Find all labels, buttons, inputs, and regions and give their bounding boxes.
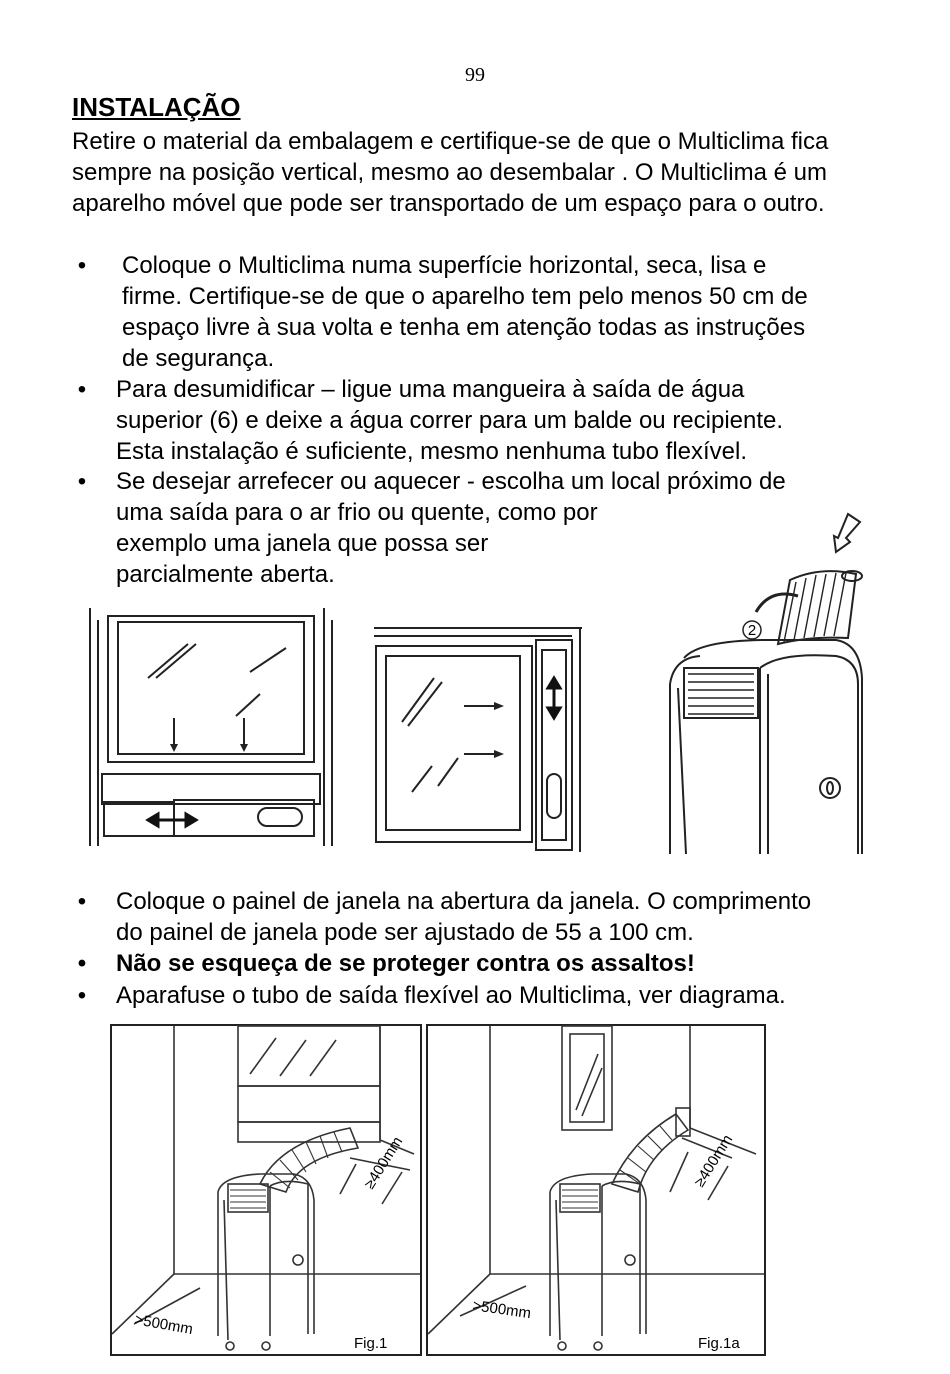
bullet-line: firme. Certifique-se de que o aparelho tem pelo menos 50 cm de	[122, 283, 808, 310]
unit-hose-attach-illustration	[660, 508, 868, 854]
bullet-line: Para desumidificar – ligue uma mangueira à saída de água	[116, 376, 745, 403]
figure-1a-illustration	[426, 1024, 766, 1356]
intro-text: Retire o material da embalagem e certifique-se de que o Multiclima fica sempre na posição vertical, mesmo ao desembalar . O Multiclima é um aparelho móvel que pode ser transportado de um espaço para o outro.	[72, 128, 829, 217]
bullet-line: uma saída para o ar frio ou quente, como por	[116, 499, 598, 526]
bullet-line: espaço livre à sua volta e tenha em atenção todas as instruções	[122, 314, 806, 341]
bullet-line: Esta instalação é suficiente, mesmo nenhuma tubo flexível.	[116, 438, 748, 465]
bullet-line: Coloque o painel de janela na abertura da janela. O comprimento	[116, 888, 812, 915]
dimension-400-label: ≥400mm	[360, 1133, 407, 1193]
bullet-line: exemplo uma janela que possa ser	[116, 530, 489, 557]
bullet-icon: •	[77, 468, 87, 495]
section-title: INSTALAÇÃO	[72, 92, 241, 122]
bullet-icon: •	[77, 950, 87, 977]
dimension-400-label: ≥400mm	[690, 1131, 737, 1191]
bullet-icon: •	[77, 982, 87, 1009]
figure-1-caption: Fig.1	[354, 1335, 388, 1352]
bullet-line: superior (6) e deixe a água correr para um balde ou recipiente.	[116, 407, 784, 434]
figure-1a-caption: Fig.1a	[698, 1335, 740, 1352]
bullet-line: de segurança.	[122, 345, 275, 372]
dimension-500-label: >500mm	[133, 1311, 195, 1339]
bullet-line: Coloque o Multiclima numa superfície horizontal, seca, lisa e	[122, 252, 767, 279]
bullet-icon: •	[77, 252, 87, 279]
bullet-line: parcialmente aberta.	[116, 561, 335, 588]
bullet-line: Aparafuse o tubo de saída flexível ao Multiclima, ver diagrama.	[116, 982, 786, 1009]
window-horizontal-illustration	[372, 626, 584, 856]
bullet-icon: •	[77, 376, 87, 403]
bullet-line: Se desejar arrefecer ou aquecer - escolha um local próximo de	[116, 468, 786, 495]
figure-1-illustration	[110, 1024, 422, 1356]
bullet-line: do painel de janela pode ser ajustado de 55 a 100 cm.	[116, 919, 694, 946]
intro-paragraph	[72, 126, 892, 219]
bullet-line: Não se esqueça de se proteger contra os assaltos!	[116, 950, 695, 977]
step-marker: 2	[747, 622, 757, 639]
bullet-icon: •	[77, 888, 87, 915]
window-vertical-illustration	[88, 606, 334, 854]
page-number: 99	[465, 64, 485, 86]
dimension-500-label: >500mm	[471, 1297, 533, 1323]
